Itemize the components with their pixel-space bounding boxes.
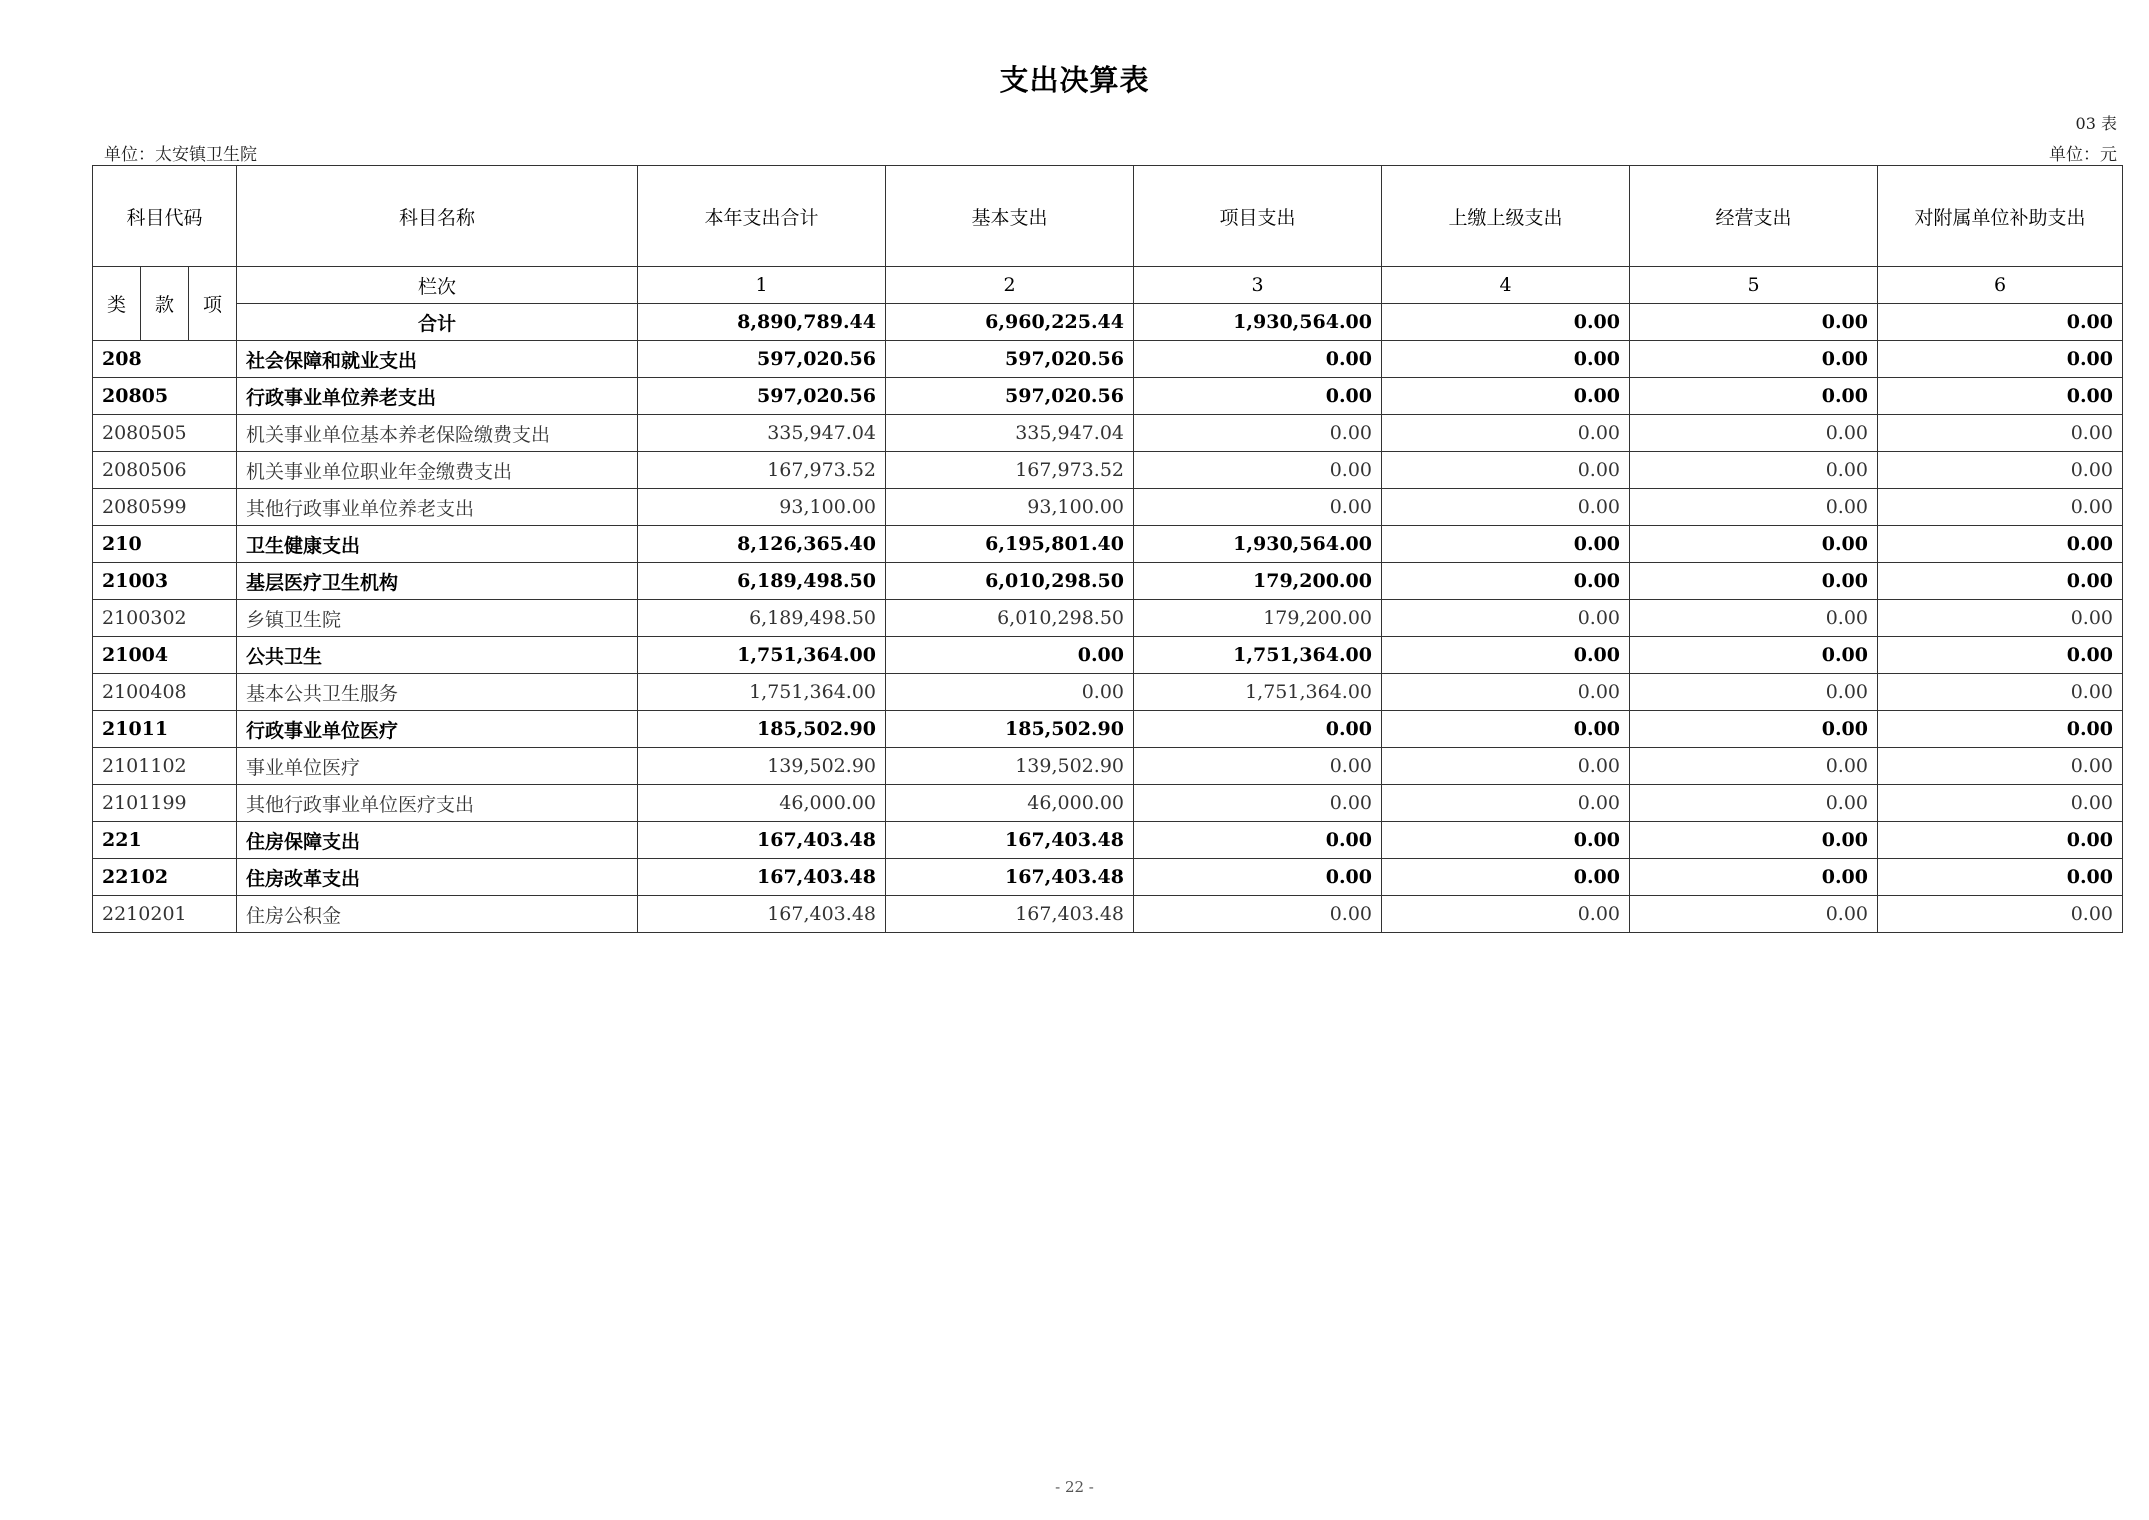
row-value: 0.00 — [1878, 341, 2123, 378]
row-value: 0.00 — [1134, 748, 1382, 785]
row-value: 0.00 — [1382, 378, 1630, 415]
total-label: 合计 — [237, 304, 638, 341]
row-value: 6,195,801.40 — [886, 526, 1134, 563]
row-value: 0.00 — [1382, 341, 1630, 378]
row-value: 0.00 — [1382, 489, 1630, 526]
page-title: 支出决算表 — [999, 63, 1150, 97]
row-value: 0.00 — [1878, 748, 2123, 785]
row-value: 0.00 — [1630, 674, 1878, 711]
row-name: 公共卫生 — [237, 637, 638, 674]
row-name: 住房公积金 — [237, 896, 638, 933]
table-row — [93, 637, 2123, 674]
row-value: 0.00 — [1134, 415, 1382, 452]
row-value: 0.00 — [1134, 711, 1382, 748]
column-index-4: 4 — [1382, 267, 1630, 304]
row-code: 21003 — [93, 563, 237, 600]
row-code: 2080505 — [93, 415, 237, 452]
row-value: 0.00 — [1630, 563, 1878, 600]
row-value: 8,126,365.40 — [638, 526, 886, 563]
row-value: 139,502.90 — [638, 748, 886, 785]
page-number: - 22 - — [1055, 1478, 1094, 1496]
table-row — [93, 526, 2123, 563]
row-value: 167,973.52 — [638, 452, 886, 489]
total-value: 8,890,789.44 — [638, 304, 886, 341]
row-value: 167,403.48 — [638, 822, 886, 859]
row-value: 6,010,298.50 — [886, 563, 1134, 600]
row-name: 其他行政事业单位养老支出 — [237, 489, 638, 526]
table-row — [93, 859, 2123, 896]
total-value: 6,960,225.44 — [886, 304, 1134, 341]
table-row — [93, 489, 2123, 526]
header-lei: 类 — [93, 267, 141, 341]
table-row — [93, 674, 2123, 711]
row-value: 597,020.56 — [886, 341, 1134, 378]
row-value: 0.00 — [1134, 341, 1382, 378]
form-number: 03 表 — [2075, 114, 2117, 133]
total-row — [93, 304, 2123, 341]
table-row — [93, 600, 2123, 637]
row-value: 185,502.90 — [638, 711, 886, 748]
row-value: 0.00 — [1878, 711, 2123, 748]
row-code: 221 — [93, 822, 237, 859]
row-value: 6,189,498.50 — [638, 563, 886, 600]
total-value: 0.00 — [1382, 304, 1630, 341]
row-value: 0.00 — [886, 674, 1134, 711]
total-value: 1,930,564.00 — [1134, 304, 1382, 341]
row-name: 乡镇卫生院 — [237, 600, 638, 637]
header-col3: 项目支出 — [1134, 166, 1382, 267]
row-value: 0.00 — [1382, 600, 1630, 637]
row-value: 0.00 — [1630, 711, 1878, 748]
row-value: 597,020.56 — [638, 378, 886, 415]
row-value: 0.00 — [1630, 526, 1878, 563]
header-col1: 本年支出合计 — [638, 166, 886, 267]
row-value: 46,000.00 — [886, 785, 1134, 822]
row-value: 0.00 — [1382, 415, 1630, 452]
row-value: 1,751,364.00 — [1134, 637, 1382, 674]
row-value: 0.00 — [1382, 822, 1630, 859]
header-col5: 经营支出 — [1630, 166, 1878, 267]
row-value: 597,020.56 — [886, 378, 1134, 415]
header-xiang: 项 — [189, 267, 237, 341]
row-value: 0.00 — [1134, 378, 1382, 415]
row-value: 335,947.04 — [638, 415, 886, 452]
column-index-1: 1 — [638, 267, 886, 304]
row-value: 0.00 — [1630, 341, 1878, 378]
row-value: 1,751,364.00 — [638, 674, 886, 711]
row-name: 卫生健康支出 — [237, 526, 638, 563]
row-code: 2101102 — [93, 748, 237, 785]
row-value: 0.00 — [1134, 785, 1382, 822]
row-value: 93,100.00 — [638, 489, 886, 526]
row-value: 1,751,364.00 — [1134, 674, 1382, 711]
row-value: 335,947.04 — [886, 415, 1134, 452]
header-col2: 基本支出 — [886, 166, 1134, 267]
row-value: 6,189,498.50 — [638, 600, 886, 637]
row-value: 0.00 — [886, 637, 1134, 674]
header-row — [93, 166, 2123, 267]
row-name: 基层医疗卫生机构 — [237, 563, 638, 600]
column-index-3: 3 — [1134, 267, 1382, 304]
row-value: 0.00 — [1382, 859, 1630, 896]
row-name: 基本公共卫生服务 — [237, 674, 638, 711]
table-row — [93, 341, 2123, 378]
column-index-row — [93, 267, 2123, 304]
row-value: 0.00 — [1134, 822, 1382, 859]
row-value: 0.00 — [1382, 452, 1630, 489]
row-value: 0.00 — [1878, 822, 2123, 859]
row-value: 167,403.48 — [638, 896, 886, 933]
row-value: 0.00 — [1878, 563, 2123, 600]
row-value: 0.00 — [1630, 785, 1878, 822]
row-value: 0.00 — [1134, 896, 1382, 933]
row-name: 事业单位医疗 — [237, 748, 638, 785]
row-code: 20805 — [93, 378, 237, 415]
row-value: 179,200.00 — [1134, 600, 1382, 637]
column-index-2: 2 — [886, 267, 1134, 304]
row-code: 208 — [93, 341, 237, 378]
row-value: 0.00 — [1630, 859, 1878, 896]
row-value: 0.00 — [1382, 526, 1630, 563]
table-row — [93, 415, 2123, 452]
row-value: 0.00 — [1878, 859, 2123, 896]
row-value: 179,200.00 — [1134, 563, 1382, 600]
row-code: 2101199 — [93, 785, 237, 822]
row-code: 210 — [93, 526, 237, 563]
table-row — [93, 748, 2123, 785]
table-row — [93, 896, 2123, 933]
column-index-5: 5 — [1630, 267, 1878, 304]
row-code: 22102 — [93, 859, 237, 896]
row-value: 0.00 — [1878, 637, 2123, 674]
row-value: 0.00 — [1878, 452, 2123, 489]
column-index-6: 6 — [1878, 267, 2123, 304]
row-name: 行政事业单位医疗 — [237, 711, 638, 748]
row-code: 2080506 — [93, 452, 237, 489]
row-value: 0.00 — [1382, 711, 1630, 748]
header-name: 科目名称 — [237, 166, 638, 267]
row-value: 0.00 — [1134, 859, 1382, 896]
row-name: 机关事业单位基本养老保险缴费支出 — [237, 415, 638, 452]
row-name: 社会保障和就业支出 — [237, 341, 638, 378]
total-value: 0.00 — [1878, 304, 2123, 341]
row-value: 0.00 — [1630, 452, 1878, 489]
row-value: 0.00 — [1630, 748, 1878, 785]
unit-currency: 单位：元 — [2049, 145, 2117, 165]
table-row — [93, 563, 2123, 600]
unit-organization: 单位：太安镇卫生院 — [104, 145, 257, 165]
row-name: 住房改革支出 — [237, 859, 638, 896]
row-value: 0.00 — [1630, 822, 1878, 859]
row-value: 0.00 — [1382, 563, 1630, 600]
row-code: 21004 — [93, 637, 237, 674]
row-name: 行政事业单位养老支出 — [237, 378, 638, 415]
row-value: 185,502.90 — [886, 711, 1134, 748]
row-value: 0.00 — [1878, 785, 2123, 822]
row-name: 其他行政事业单位医疗支出 — [237, 785, 638, 822]
row-value: 0.00 — [1878, 600, 2123, 637]
row-value: 0.00 — [1382, 785, 1630, 822]
row-value: 46,000.00 — [638, 785, 886, 822]
table-row — [93, 785, 2123, 822]
row-code: 2100302 — [93, 600, 237, 637]
row-value: 1,751,364.00 — [638, 637, 886, 674]
row-value: 0.00 — [1878, 489, 2123, 526]
row-value: 139,502.90 — [886, 748, 1134, 785]
total-value: 0.00 — [1630, 304, 1878, 341]
row-value: 0.00 — [1878, 674, 2123, 711]
row-value: 167,403.48 — [886, 822, 1134, 859]
row-name: 机关事业单位职业年金缴费支出 — [237, 452, 638, 489]
row-value: 167,403.48 — [886, 896, 1134, 933]
row-code: 2100408 — [93, 674, 237, 711]
table-row — [93, 711, 2123, 748]
header-col6: 对附属单位补助支出 — [1878, 166, 2123, 267]
row-code: 2210201 — [93, 896, 237, 933]
row-value: 1,930,564.00 — [1134, 526, 1382, 563]
row-value: 0.00 — [1878, 896, 2123, 933]
row-value: 0.00 — [1382, 748, 1630, 785]
row-value: 0.00 — [1878, 378, 2123, 415]
row-value: 0.00 — [1630, 600, 1878, 637]
row-value: 0.00 — [1630, 637, 1878, 674]
row-code: 2080599 — [93, 489, 237, 526]
row-value: 167,403.48 — [886, 859, 1134, 896]
row-code: 21011 — [93, 711, 237, 748]
row-value: 0.00 — [1878, 415, 2123, 452]
row-value: 6,010,298.50 — [886, 600, 1134, 637]
header-col4: 上缴上级支出 — [1382, 166, 1630, 267]
header-lanci: 栏次 — [237, 267, 638, 304]
row-value: 0.00 — [1382, 637, 1630, 674]
row-value: 0.00 — [1630, 415, 1878, 452]
expenditure-table — [92, 165, 2123, 933]
row-value: 0.00 — [1630, 489, 1878, 526]
row-value: 0.00 — [1878, 526, 2123, 563]
row-value: 0.00 — [1134, 489, 1382, 526]
row-value: 0.00 — [1134, 452, 1382, 489]
table-row — [93, 452, 2123, 489]
row-value: 0.00 — [1382, 674, 1630, 711]
row-value: 93,100.00 — [886, 489, 1134, 526]
header-code: 科目代码 — [93, 166, 237, 267]
row-value: 0.00 — [1630, 378, 1878, 415]
table-row — [93, 378, 2123, 415]
header-kuan: 款 — [141, 267, 189, 341]
row-value: 167,403.48 — [638, 859, 886, 896]
row-value: 0.00 — [1630, 896, 1878, 933]
row-value: 0.00 — [1382, 896, 1630, 933]
row-value: 167,973.52 — [886, 452, 1134, 489]
table-row — [93, 822, 2123, 859]
row-value: 597,020.56 — [638, 341, 886, 378]
row-name: 住房保障支出 — [237, 822, 638, 859]
